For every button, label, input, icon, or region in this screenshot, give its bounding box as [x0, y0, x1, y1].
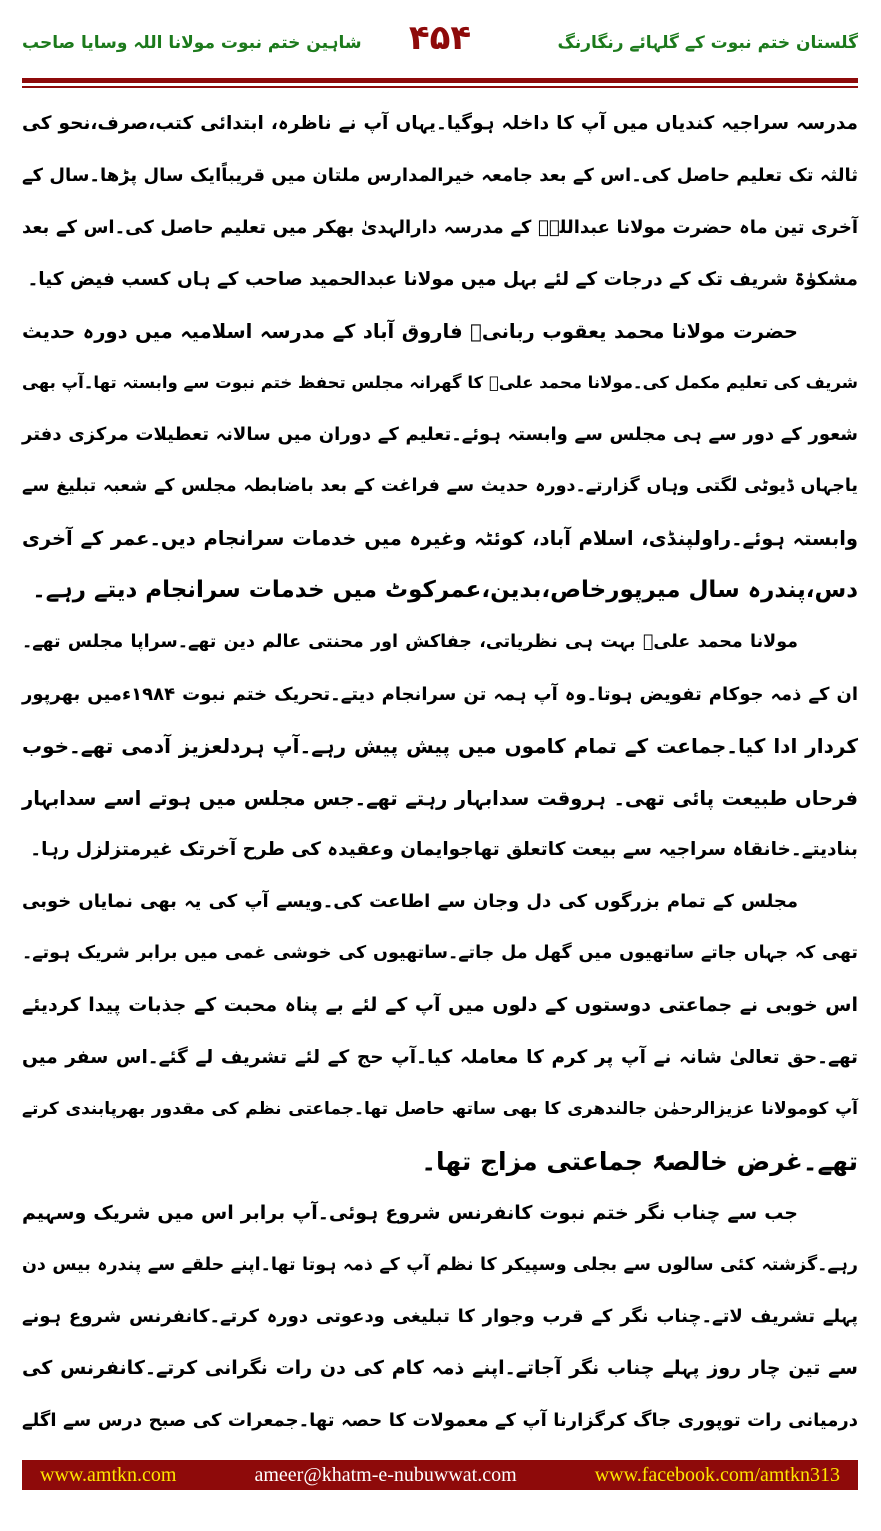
text-line: وابستہ ہوئے۔راولپنڈی، اسلام آباد، کوئٹہ وغیرہ میں خدمات سرانجام دیں۔عمر کے آخری — [22, 527, 858, 551]
website-link[interactable]: www.amtkn.com — [40, 1463, 177, 1486]
text-line: حضرت مولانا محمد یعقوب ربانیؒ فاروق آباد کے مدرسہ اسلامیہ میں دورہ حدیث — [22, 319, 798, 343]
header-rule-thick — [22, 78, 858, 83]
paragraph — [22, 1188, 858, 1447]
text-line: شریف کی تعلیم مکمل کی۔مولانا محمد علیؒ کا گھرانہ مجلس تحفظ ختم نبوت سے وابستہ تھا۔آپ بھی — [22, 373, 858, 393]
text-line: مدرسہ سراجیہ کندیاں میں آپ کا داخلہ ہوگیا۔یہاں آپ نے ناظرہ، ابتدائی کتب،صرف،نحو کی — [22, 113, 858, 134]
text-line: تھے۔غرض خالصۃً جماعتی مزاج تھا۔ — [421, 1146, 858, 1176]
paragraph — [22, 876, 858, 1187]
text-line: جب سے چناب نگر ختم نبوت کانفرنس شروع ہوئی۔آپ برابر اس میں شریک وسہیم — [22, 1201, 798, 1224]
text-line: بنادیتے۔خانقاہ سراجیہ سے بیعت کاتعلق تھاجوایمان وعقیدہ کی طرح آخرتک غیرمتزلزل رہا۔ — [30, 839, 858, 861]
text-line: فرحاں طبیعت پائی تھی۔ ہروقت سدابہار رہتے تھے۔جس مجلس میں ہوتے اسے سدابہار — [22, 786, 858, 810]
page-number: ۴۵۴ — [408, 18, 472, 58]
text-line: مولانا محمد علیؒ بہت ہی نظریاتی، جفاکش اور محنتی عالم دین تھے۔سراپا مجلس تھے۔ — [22, 631, 798, 652]
text-line: دس،پندرہ سال میرپورخاص،بدین،عمرکوٹ میں خدمات سرانجام دیتے رہے۔ — [32, 577, 858, 604]
footer-band — [22, 1460, 858, 1490]
book-title: گلستان ختم نبوت کے گلہائے رنگارنگ — [557, 33, 858, 53]
section-title: شاہین ختم نبوت مولانا اللہ وسایا صاحب — [22, 33, 362, 53]
text-line: یاجہاں ڈیوٹی لگتی وہاں گزارتے۔دورہ حدیث سے فراغت کے بعد باضابطہ مجلس کے شعبہ تبلیغ سے — [22, 476, 858, 497]
text-line: شعور کے دور سے ہی مجلس سے وابستہ ہوئے۔تعلیم کے دوران میں سالانہ تعطیلات مرکزی دفتر — [22, 424, 858, 446]
text-line: رہے۔گزشتہ کئی سالوں سے بجلی وسپیکر کا نظم آپ کے ذمہ ہوتا تھا۔اپنے حلقے سے پندرہ بیس دن — [22, 1254, 858, 1275]
text-line: سے تین چار روز پہلے چناب نگر آجاتے۔اپنے ذمہ کام کی دن رات نگرانی کرتے۔کانفرنس کی — [22, 1357, 858, 1380]
text-line: آخری تین ماہ حضرت مولانا عبداللہؒ کے مدرسہ دارالہدیٰ بھکر میں تعلیم حاصل کی۔اس کے بعد — [22, 216, 858, 238]
article-body — [22, 98, 858, 1447]
text-line: مجلس کے تمام بزرگوں کی دل وجان سے اطاعت کی۔ویسے آپ کی یہ بھی نمایاں خوبی — [22, 891, 798, 913]
text-line: تھے۔حق تعالیٰ شانہ نے آپ پر کرم کا معاملہ کیا۔آپ حج کے لئے تشریف لے گئے۔اس سفر میں — [22, 1047, 858, 1069]
page-header — [22, 14, 858, 70]
text-line: مشکوٰۃ شریف تک کے درجات کے لئے بہل میں مولانا عبدالحمید صاحب کے ہاں کسب فیض کیا۔ — [27, 268, 858, 290]
text-line: ان کے ذمہ جوکام تفویض ہوتا۔وہ آپ ہمہ تن سرانجام دیتے۔تحریک ختم نبوت ۱۹۸۴ءمیں بھرپور — [22, 683, 858, 705]
text-line: پہلے تشریف لاتے۔چناب نگر کے قرب وجوار کا تبلیغی ودعوتی دورہ کرتے۔کانفرنس شروع ہونے — [22, 1306, 858, 1328]
text-line: کردار ادا کیا۔جماعت کے تمام کاموں میں پیش پیش رہے۔آپ ہردلعزیز آدمی تھے۔خوب — [22, 733, 858, 758]
facebook-link[interactable]: www.facebook.com/amtkn313 — [594, 1463, 840, 1486]
header-rule-thin — [22, 86, 858, 88]
paragraph — [22, 98, 858, 306]
text-line: درمیانی رات توپوری جاگ کرگزارنا آپ کے معمولات کا حصہ تھا۔جمعرات کی صبح درس سے اگلے — [22, 1410, 858, 1432]
paragraph — [22, 617, 858, 876]
text-line: اس خوبی نے جماعتی دوستوں کے دلوں میں آپ کے لئے بے پناہ محبت کے جذبات پیدا کردیئے — [22, 994, 858, 1017]
text-line: ثالثہ تک تعلیم حاصل کی۔اس کے بعد جامعہ خیرالمدارس ملتان میں قریباًایک سال پڑھا۔سال کے — [22, 164, 858, 186]
text-line: آپ کومولانا عزیزالرحمٰن جالندھری کا بھی ساتھ حاصل تھا۔جماعتی نظم کی مقدور بھرپابندی کرتے — [22, 1098, 858, 1119]
text-line: تھی کہ جہاں جاتے ساتھیوں میں گھل مل جاتے۔ساتھیوں کی خوشی غمی میں برابر شریک ہوتے۔ — [22, 943, 858, 964]
paragraph — [22, 306, 858, 617]
email-link[interactable]: ameer@khatm-e-nubuwwat.com — [254, 1463, 517, 1486]
